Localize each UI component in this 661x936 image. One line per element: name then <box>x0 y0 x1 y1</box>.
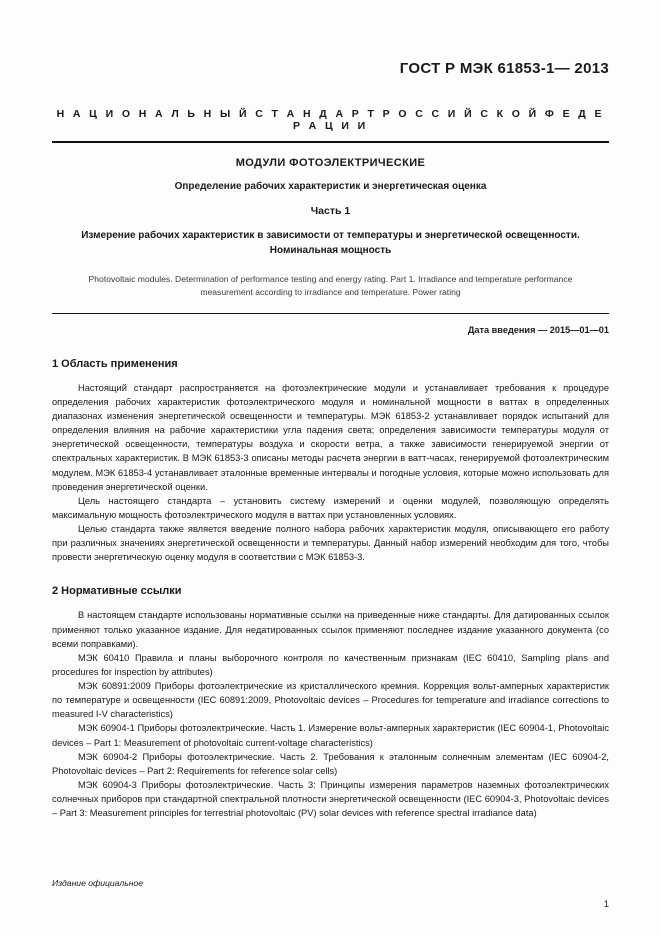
introduction-date: Дата введения — 2015—01—01 <box>467 324 609 335</box>
document-code: ГОСТ Р МЭК 61853-1— 2013 <box>399 60 609 77</box>
official-edition-note: Издание официальное <box>52 878 144 888</box>
section-heading-references: 2 Нормативные ссылки <box>52 585 182 598</box>
reference-item-60904-3: МЭК 60904-3 Приборы фотоэлектрические. Часть 3: Принципы измерения параметров наземных фотоэлектрических солнечных приборов при стандартной спектральной плотности энергетической освещенности (IEC 60904-3, Photovoltaic devices – Part 3: Measurement principles for terrestrial photovoltaic (PV) solar devices with reference spectral irradiance data) <box>52 779 609 819</box>
title-block <box>52 157 609 299</box>
header-divider <box>52 141 609 143</box>
reference-item-60904-2: МЭК 60904-2 Приборы фотоэлектрические. Часть 2. Требования к эталонным солнечным элементам (IEC 60904-2, Photovoltaic devices – Part 2: Requirements for reference solar cells) <box>52 751 609 776</box>
references-paragraph-1: В настоящем стандарте использованы нормативные ссылки на приведенные ниже стандарты. Для датированных ссылок применяют только указанное издание. Для недатированных ссылок применяют последнее издание указанного документа (со всеми поправками). <box>52 610 609 649</box>
title-subtitle: Определение рабочих характеристик и энергетическая оценка <box>174 181 487 192</box>
reference-item-60904-1: МЭК 60904-1 Приборы фотоэлектрические. Часть 1. Измерение вольт-амперных характеристик (IEC 60904-1, Photovoltaic devices – Part 1: Measurement of photovoltaic current-voltage characteristics) <box>52 723 609 748</box>
scope-paragraph-2: Цель настоящего стандарта – установить систему измерений и оценки модулей, позволяющую определять максимальную мощность фотоэлектрического модуля в ваттах при установленных условиях. <box>52 495 609 520</box>
title-divider <box>52 313 609 314</box>
national-standard-heading: Н А Ц И О Н А Л Ь Н Ы Й С Т А Н Д А Р Т Р О С С И Й С К О Й Ф Е Д Е Р А Ц И И <box>56 108 605 132</box>
scope-paragraph-3: Целью стандарта также является введение полного набора рабочих характеристик модуля, описывающего его работу при различных значениях энергетической освещенности и температуры. Данный набор измерений необходим для того, чтобы провести энергетическую оценку модуля в соответствии с МЭК 61853-3. <box>52 524 609 563</box>
reference-item-60410: МЭК 60410 Правила и планы выборочного контроля по качественным признакам (IEC 60410, Sampling plans and procedures for inspection by attributes) <box>52 652 609 677</box>
title-part-number: Часть 1 <box>310 205 351 217</box>
reference-item-60891: МЭК 60891:2009 Приборы фотоэлектрические из кристаллического кремния. Коррекция вольт-амперных характеристик по температуре и освещенности (IEC 60891:2009, Photovoltaic devices – Procedures for temperature and irradiance corrections to measured I-V characteristics) <box>52 681 609 720</box>
page-number: 1 <box>603 899 609 910</box>
title-main: МОДУЛИ ФОТОЭЛЕКТРИЧЕСКИЕ <box>235 157 426 169</box>
title-part-name: Измерение рабочих характеристик в зависимости от температуры и энергетической освещенности. Номинальная мощность <box>81 230 580 256</box>
scope-paragraph-1: Настоящий стандарт распространяется на фотоэлектрические модули и устанавливает требования к процедуре определения рабочих характеристик фотоэлектрического модуля и номинальной мощности в ваттах в определенных диапазонах изменения энергетической освещенности и температуры. МЭК 61853-2 устанавливает порядок испытаний для определения влияния на рабочие характеристики угла падения света; определения зависимости температуры модуля от энергетической освещенности, температуры воздуха и скорости ветра, а также зависимости генерируемой энергии от спектральных характеристик. В МЭК 61853-3 описаны методы расчета энергии в ватт-часах, генерируемой фотоэлектрическим модулем. МЭК 61853-4 устанавливает эталонные временные интервалы и погодные условия, которые можно использовать для проведения энергетической оценки. <box>52 382 609 492</box>
title-english: Photovoltaic modules. Determination of performance testing and energy rating. Part 1. Irradiance and temperature performance measurement according to irradiance and temperature. Power rating <box>88 274 573 297</box>
section-heading-scope: 1 Область применения <box>52 357 178 370</box>
